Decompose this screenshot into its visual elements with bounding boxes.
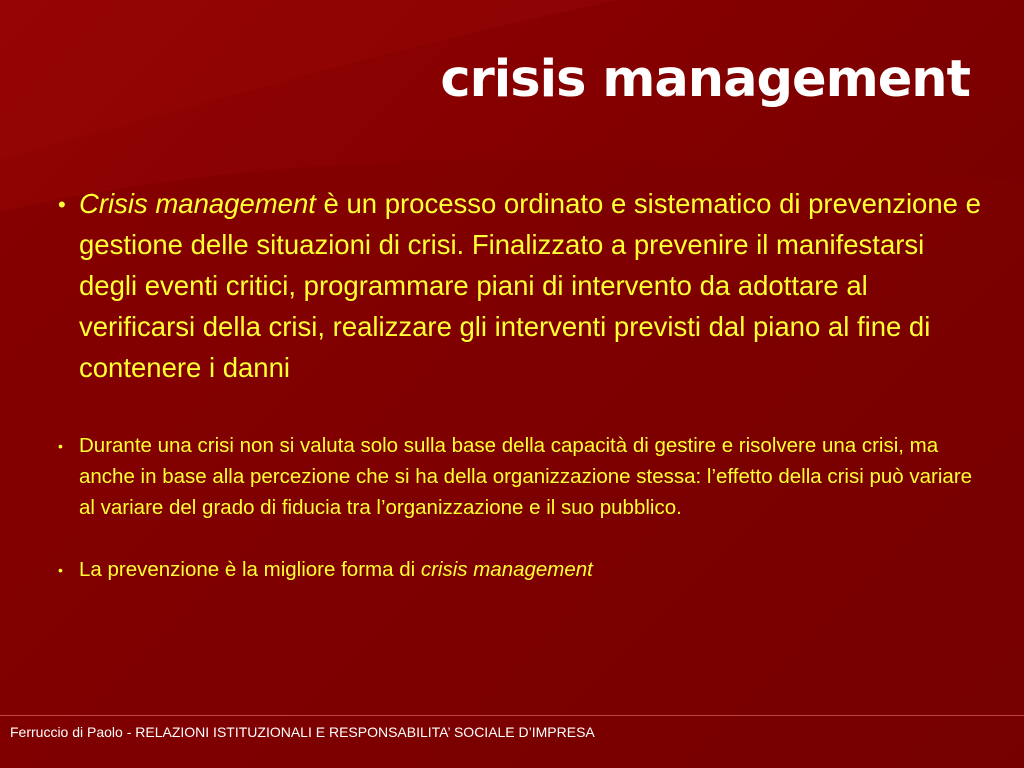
slide-title: crisis management: [440, 50, 970, 109]
bullet-item: [56, 430, 986, 523]
bullet-marker: •: [58, 192, 66, 217]
bullet-marker: •: [58, 562, 63, 578]
bullet-item: [56, 554, 986, 585]
bullet-lead-italic: Crisis management: [79, 188, 316, 219]
bullet-marker: •: [58, 438, 63, 454]
footer-divider: [0, 715, 1024, 716]
bullet-text: La prevenzione è la migliore forma di: [79, 558, 421, 581]
bullet-text: è un processo ordinato e sistematico di prevenzione e gestione delle situazioni di crisi. Finalizzato a prevenire il manifestarsi degli eventi critici, programmare piani di intervento da adottare al verificarsi della crisi, realizzare gli interventi previsti dal piano al fine di contenere i danni: [79, 188, 981, 383]
bullet-trail-italic: crisis management: [420, 558, 593, 581]
slide-body: [56, 183, 986, 585]
bullet-item: [56, 183, 986, 388]
slide-footer: Ferruccio di Paolo - RELAZIONI ISTITUZIONALI E RESPONSABILITA’ SOCIALE D’IMPRESA: [10, 724, 595, 740]
bullet-text: Durante una crisi non si valuta solo sulla base della capacità di gestire e risolvere una crisi, ma anche in base alla percezione che si ha della organizzazione stessa: l’effetto della crisi può variare al variare del grado di fiducia tra l’organizzazione e il suo pubblico.: [79, 434, 973, 519]
